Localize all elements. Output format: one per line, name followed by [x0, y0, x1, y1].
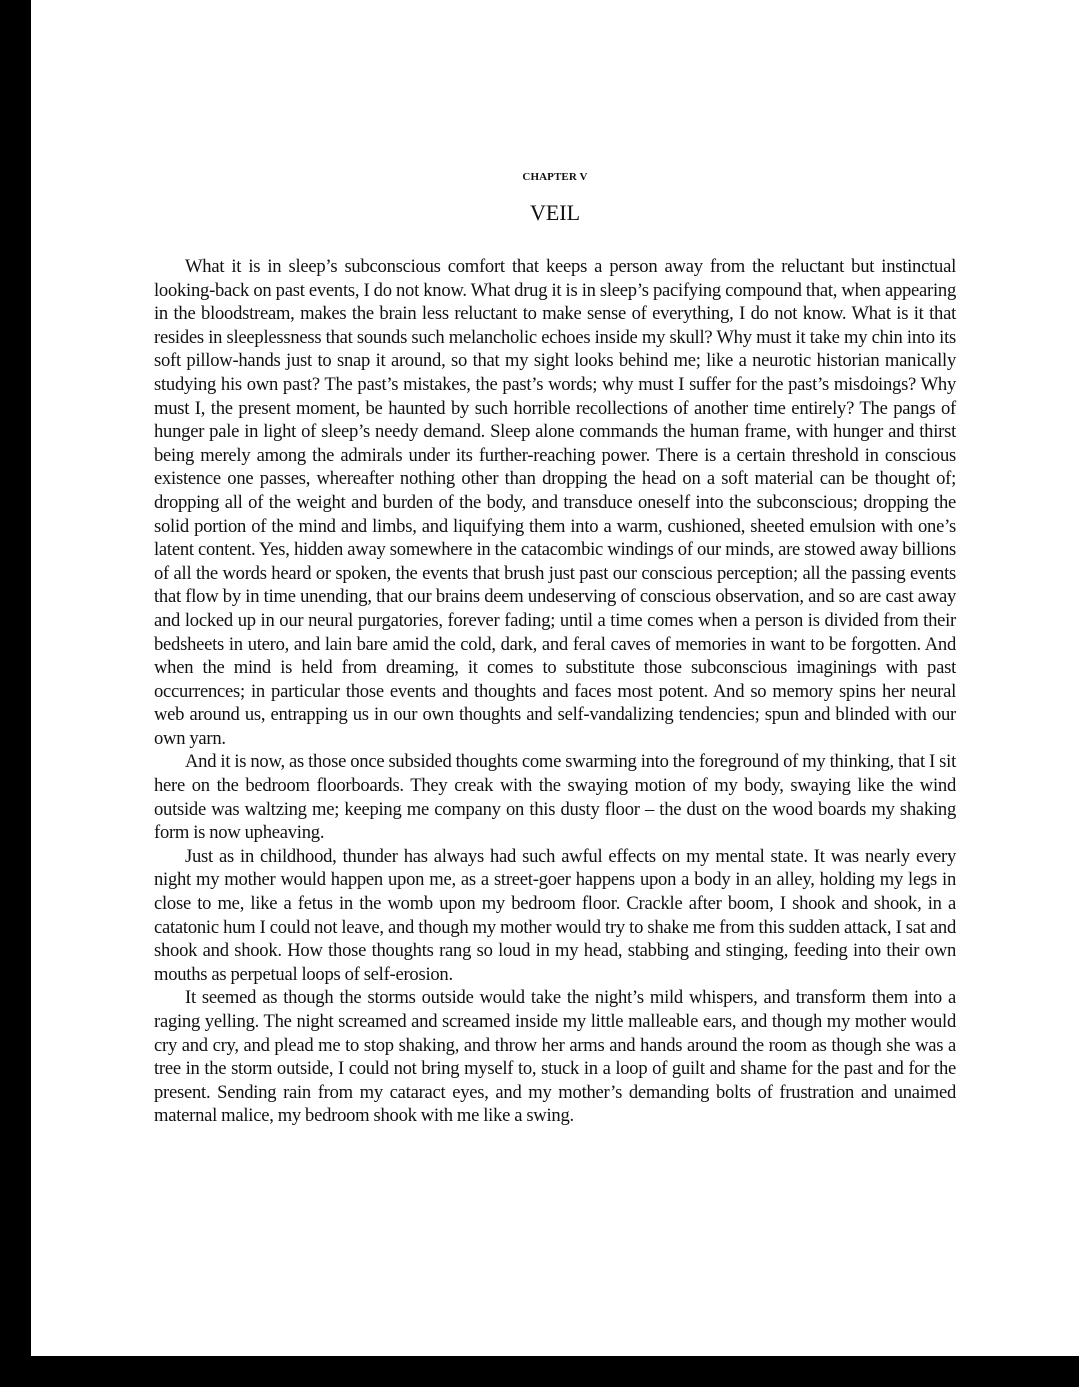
- chapter-body: [154, 255, 956, 1128]
- paragraph: Just as in childhood, thunder has always had such awful effects on my mental state. It was nearly every night my mother would happen upon me, as a street-goer happens upon a body in an alley, holding my legs in close to me, like a fetus in the womb upon my bedroom floor. Crackle after boom, I shook and shook, in a catatonic hum I could not leave, and though my mother would try to shake me from this sudden attack, I sat and shook and shook. How those thoughts rang so loud in my head, stabbing and stinging, feeding into their own mouths as perpetual loops of self-erosion.: [154, 845, 956, 985]
- paragraph: It seemed as though the storms outside would take the night’s mild whispers, and transform them into a raging yelling. The night screamed and screamed inside my little malleable ears, and though my mother would cry and cry, and plead me to stop shaking, and throw her arms and hands around the room as though she was a tree in the storm outside, I could not bring myself to, stuck in a loop of guilt and shame for the past and for the present. Sending rain from my cataract eyes, and my mother’s demanding bolts of frustration and unaimed maternal malice, my bedroom shook with me like a swing.: [154, 987, 956, 1127]
- document-page: [31, 0, 1079, 1356]
- paragraph: What it is in sleep’s subconscious comfort that keeps a person away from the reluctant but instinctual looking-back on past events, I do not know. What drug it is in sleep’s pacifying compound that, when appearing in the bloodstream, makes the brain less reluctant to make sense of everything, I do not know. What is it that resides in sleeplessness that sounds such melancholic echoes inside my skull? Why must it take my chin into its soft pillow-hands just to snap it around, so that my sight looks behind me; like a neurotic historian manically studying his own past? The past’s mistakes, the past’s words; why must I suffer for the past’s misdoings? Why must I, the present moment, be haunted by such horrible recollections of another time entirely? The pangs of hunger pale in light of sleep’s needy demand. Sleep alone commands the human frame, with hunger and thirst being merely among the admirals under its further-reaching power. There is a certain threshold in conscious existence one passes, whereafter nothing other than dropping the head on a soft material can be thought of; dropping all of the weight and burden of the body, and transduce oneself into the subconscious; dropping the solid portion of the mind and limbs, and liquifying them into a warm, cushioned, sheeted emulsion with one’s latent content. Yes, hidden away somewhere in the catacombic windings of our minds, are stowed away billions of all the words heard or spoken, the events that brush just past our conscious perception; all the passing events that flow by in time unending, that our brains deem undeserving of conscious observation, and so are cast away and locked up in our neural purgatories, forever fading; until a time comes when a person is divided from their bedsheets in utero, and lain bare amid the cold, dark, and feral caves of memories in want to be forgotten. And when the mind is held from dreaming, it comes to substitute those subconscious imaginings with past occurrences; in particular those events and thoughts and faces most potent. And so memory spins her neural web around us, entrapping us in our own thoughts and self-vandalizing tendencies; spun and blinded with our own yarn.: [154, 256, 956, 749]
- paragraph: And it is now, as those once subsided thoughts come swarming into the foreground of my thinking, that I sit here on the bedroom floorboards. They creak with the swaying motion of my body, swaying like the wind outside was waltzing me; keeping me company on this dusty floor – the dust on the wood boards my shaking form is now upheaving.: [154, 751, 956, 844]
- chapter-title: VEIL: [529, 200, 581, 225]
- chapter-label: CHAPTER V: [522, 171, 588, 183]
